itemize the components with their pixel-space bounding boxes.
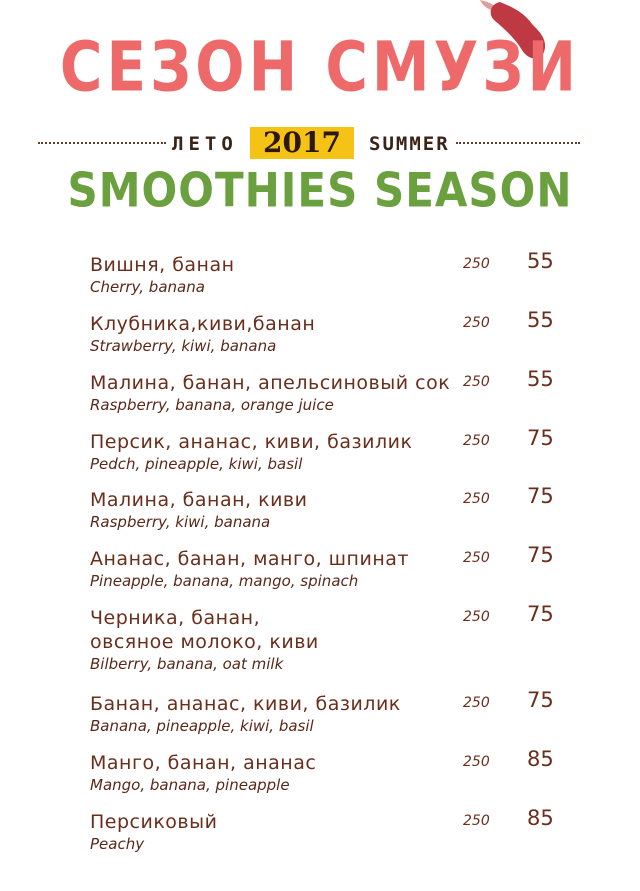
menu-item: [90, 484, 570, 532]
menu-item: [90, 747, 570, 795]
item-name-en: Raspberry, banana, orange juice: [90, 396, 334, 414]
menu-item: [90, 688, 570, 736]
item-volume: 250: [463, 374, 490, 390]
item-price: 85: [527, 747, 554, 771]
item-name-en: Pedch, pineapple, kiwi, basil: [90, 455, 303, 473]
item-name-en: Pineapple, banana, mango, spinach: [90, 572, 359, 590]
season-label-ru: ЛЕТО: [172, 133, 238, 155]
dotted-divider-right: [456, 142, 580, 144]
menu-item: [90, 249, 570, 297]
menu-item: [90, 426, 570, 474]
item-name-ru: Манго, банан, ананас: [90, 752, 317, 774]
item-name-ru: Персиковый: [90, 811, 218, 833]
title-english: SMOOTHIES SEASON: [67, 163, 573, 218]
item-price: 85: [527, 806, 554, 830]
item-volume: 250: [463, 256, 490, 272]
item-price: 75: [527, 543, 554, 567]
dotted-divider-left: [38, 142, 166, 144]
item-name-en: Cherry, banana: [90, 278, 205, 296]
item-price: 75: [527, 688, 554, 712]
item-price: 55: [527, 308, 554, 332]
item-name-en: Mango, banana, pineapple: [90, 776, 290, 794]
item-volume: 250: [463, 433, 490, 449]
title-russian: СЕЗОН СМУЗИ: [59, 26, 581, 108]
item-name-en: Raspberry, kiwi, banana: [90, 513, 271, 531]
item-name-ru: Вишня, банан: [90, 254, 235, 276]
item-price: 75: [527, 484, 554, 508]
item-volume: 250: [463, 550, 490, 566]
menu-item: [90, 308, 570, 356]
season-label-en: SUMMER: [369, 133, 450, 155]
season-year-row: [38, 127, 580, 161]
item-volume: 250: [463, 609, 490, 625]
item-name-en: Peachy: [90, 835, 145, 853]
item-name-ru: Черника, банан,: [90, 607, 261, 629]
item-name-ru-line2: овсяное молоко, киви: [90, 631, 319, 653]
item-price: 55: [527, 367, 554, 391]
item-name-ru: Ананас, банан, манго, шпинат: [90, 548, 409, 570]
item-volume: 250: [463, 754, 490, 770]
menu-item: [90, 367, 570, 415]
item-price: 75: [527, 426, 554, 450]
item-volume: 250: [463, 695, 490, 711]
item-name-ru: Клубника,киви,банан: [90, 313, 316, 335]
item-name-en: Bilberry, banana, oat milk: [90, 655, 284, 673]
item-volume: 250: [463, 491, 490, 507]
item-name-ru: Малина, банан, апельсиновый сок: [90, 372, 451, 394]
menu-item: [90, 543, 570, 591]
menu-item: [90, 806, 570, 854]
item-name-en: Banana, pineapple, kiwi, basil: [90, 717, 314, 735]
menu-item: [90, 602, 570, 674]
item-price: 55: [527, 249, 554, 273]
year-label: 2017: [263, 126, 341, 159]
item-volume: 250: [463, 315, 490, 331]
item-volume: 250: [463, 813, 490, 829]
item-name-ru: Малина, банан, киви: [90, 489, 308, 511]
item-name-ru: Банан, ананас, киви, базилик: [90, 693, 401, 715]
item-name-en: Strawberry, kiwi, banana: [90, 337, 277, 355]
item-price: 75: [527, 602, 554, 626]
item-name-ru: Персик, ананас, киви, базилик: [90, 431, 413, 453]
